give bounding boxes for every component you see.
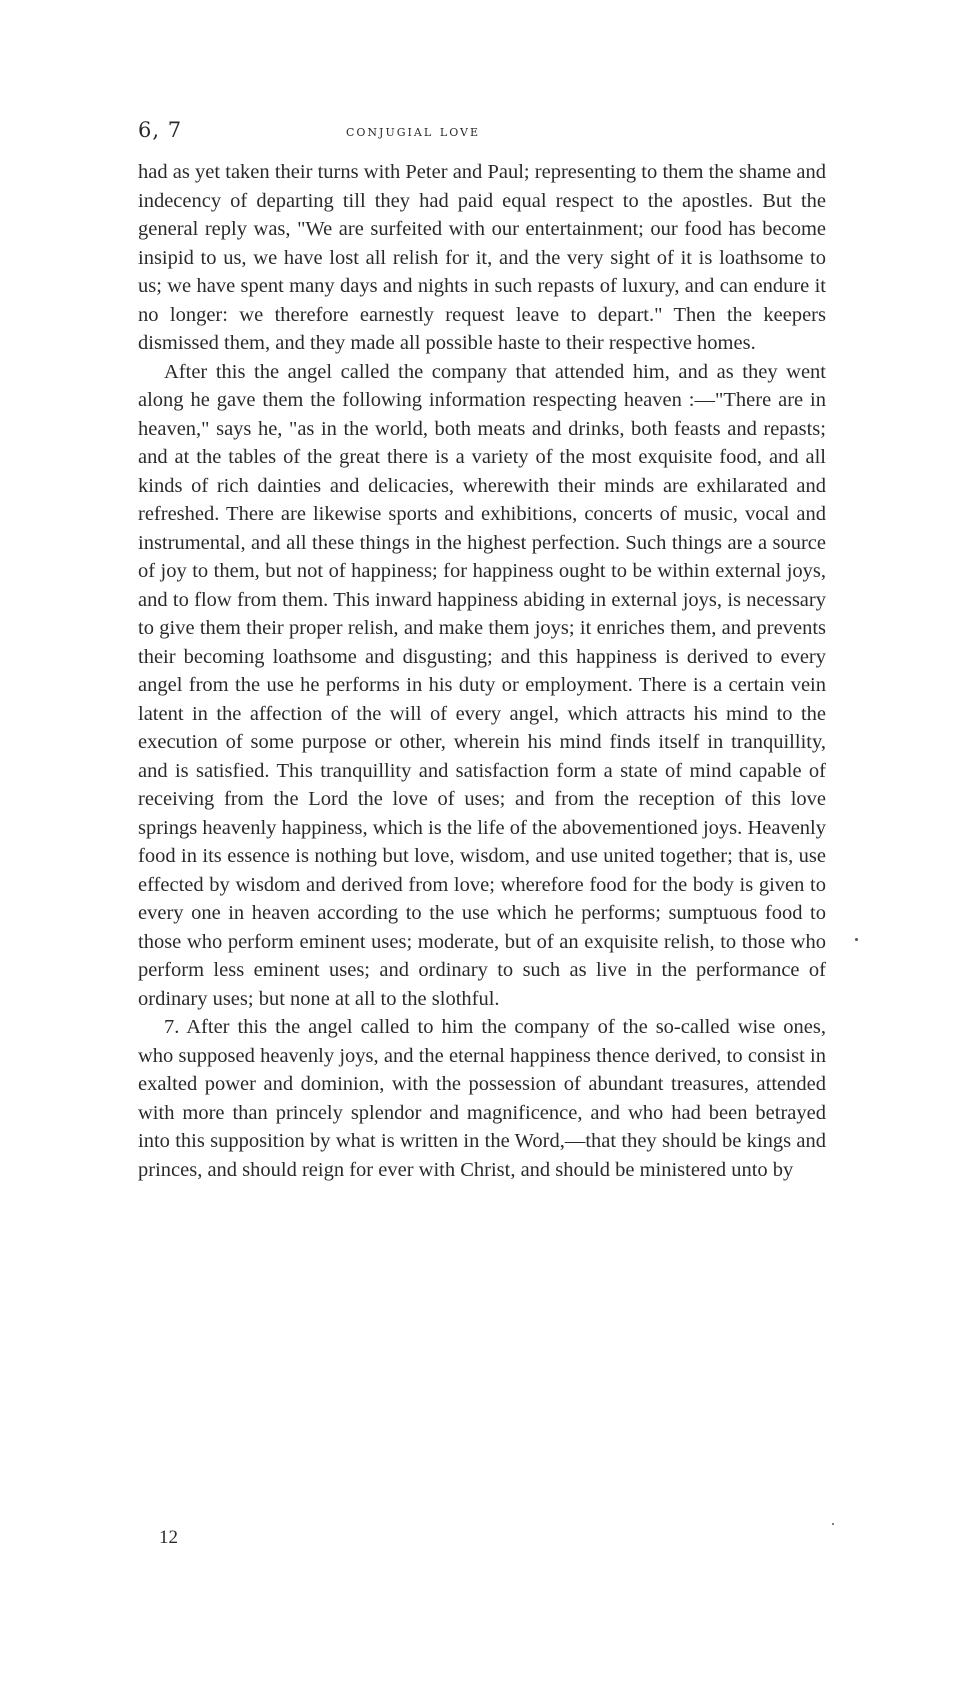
- ink-speck: [855, 938, 858, 941]
- paragraph-continuation: had as yet taken their turns with Peter and Paul; representing to them the shame and indecency of departing till they had paid equal respect to the apostles. But the general reply was, "We are surfeited with our entertainment; our food has become insipid to us, we have lost all relish for it, and the very sight of it is loathsome to us; we have spent many days and nights in such repasts of luxury, and can endure it no longer: we therefore earnestly request leave to depart." Then the keepers dismissed them, and they made all possible haste to their respective homes.: [138, 161, 826, 354]
- paragraph-angel-information: After this the angel called the company that attended him, and as they went along he gave them the following information respecting heaven :—"There are in heaven," says he, "as in the world, both meats and drinks, both feasts and repasts; and at the tables of the great there is a variety of the most exquisite food, and all kinds of rich dainties and delicacies, wherewith their minds are exhilarated and refreshed. There are likewise sports and exhibitions, concerts of music, vocal and instrumental, and all these things in the highest perfection. Such things are a source of joy to them, but not of happiness; for happiness ought to be within external joys, and to flow from them. This inward happiness abiding in external joys, is necessary to give them their proper relish, and make them joys; it enriches them, and prevents their becoming loathsome and disgusting; and this happiness is derived to every angel from the use he performs in his duty or employment. There is a certain vein latent in the affection of the will of every angel, which attracts his mind to the execution of some purpose or other, wherein his mind finds itself in tranquillity, and is satisfied. This tranquillity and satisfaction form a state of mind capable of receiving from the Lord the love of uses; and from the reception of this love springs heavenly happiness, which is the life of the abovementioned joys. Heavenly food in its essence is nothing but love, wisdom, and use united together; that is, use effected by wisdom and derived from love; wherefore food for the body is given to every one in heaven according to the use which he performs; sumptuous food to those who perform eminent uses; moderate, but of an exquisite relish, to those who perform less eminent uses; and ordinary to such as live in the performance of ordinary uses; but none at all to the slothful.: [138, 360, 826, 1010]
- section-reference: 6, 7: [138, 118, 183, 142]
- ink-speck: [832, 1523, 834, 1525]
- running-title: conjugial love: [346, 122, 480, 140]
- body-text: [138, 158, 826, 1184]
- signature-mark: 12: [159, 1527, 178, 1548]
- paragraph-section-7: 7. After this the angel called to him the company of the so-called wise ones, who supposed heavenly joys, and the eternal happiness thence derived, to consist in exalted power and dominion, with the possession of abundant treasures, attended with more than princely splendor and magnificence, and who had been betrayed into this supposition by what is written in the Word,—that they should be kings and princes, and should reign for ever with Christ, and should be ministered unto by: [138, 1016, 826, 1181]
- page-header: [138, 118, 826, 146]
